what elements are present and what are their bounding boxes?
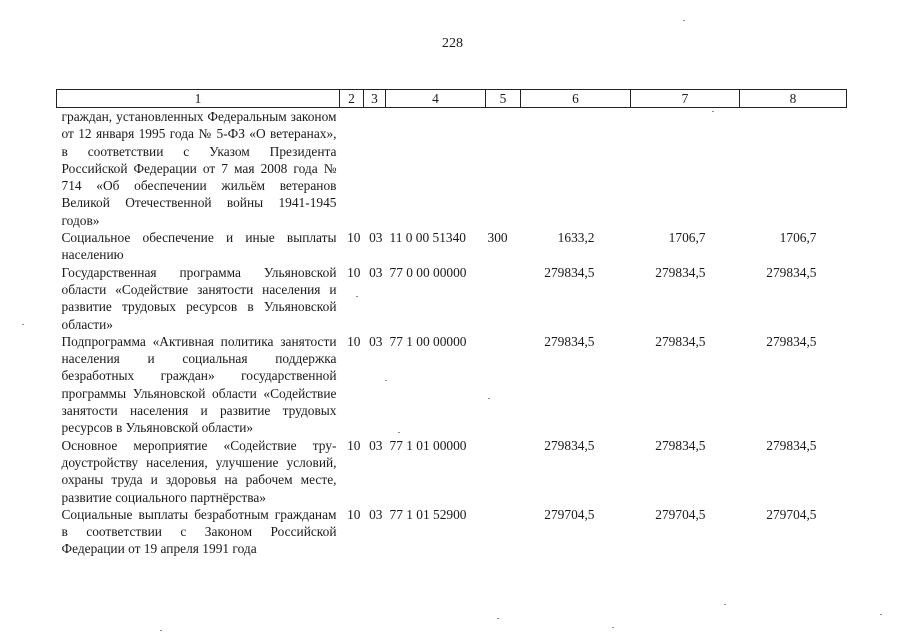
column-header-1: 1 <box>57 90 340 108</box>
table-row <box>57 229 847 264</box>
amount-column-7 <box>631 108 740 230</box>
amount-column-8: 279834,5 <box>766 437 817 453</box>
amount-column-6: 279704,5 <box>544 506 595 522</box>
amount-column-6: 279834,5 <box>544 264 595 280</box>
amount-column-8: 279834,5 <box>766 333 817 349</box>
table-row <box>57 437 847 506</box>
expense-type-code <box>486 108 521 230</box>
page-number: 228 <box>442 36 463 51</box>
target-article-code: 77 0 00 00000 <box>389 264 467 280</box>
section-code: 10 <box>347 230 361 246</box>
target-article-code: 77 1 00 00000 <box>389 333 467 349</box>
row-description: Социальные выплаты безработным гражданам в соответствии с Законом Российской Федерации от 19 апреля 1991 года <box>61 506 337 557</box>
section-code: 10 <box>347 437 361 453</box>
amount-column-8: 279834,5 <box>766 264 817 280</box>
expense-type-code: 300 <box>487 230 508 246</box>
amount-column-6 <box>521 108 631 230</box>
column-header-5: 5 <box>486 90 521 108</box>
subsection-code: 03 <box>369 333 383 349</box>
subsection-code: 03 <box>369 437 383 453</box>
budget-table-container <box>56 89 846 558</box>
table-header <box>57 90 847 108</box>
amount-column-6: 279834,5 <box>544 333 595 349</box>
amount-column-8: 1706,7 <box>779 230 817 246</box>
amount-column-6: 1633,2 <box>557 230 595 246</box>
section-code: 10 <box>347 506 361 522</box>
row-description: граждан, установленных Федеральным законом от 12 января 1995 года № 5-ФЗ «О ветеранах», в соответствии с Указом Президента Российской Федерации от 7 мая 2008 года № 714 «Об обеспечении жильём ветеранов Великой Отечественной войны 1941-1945 годов» <box>61 109 337 228</box>
amount-column-7: 1706,7 <box>668 230 706 246</box>
amount-column-8: 279704,5 <box>766 506 817 522</box>
column-header-7: 7 <box>631 90 740 108</box>
column-header-8: 8 <box>740 90 847 108</box>
target-article-code <box>386 108 486 230</box>
row-description: Социальное обеспечение и иные выплаты населению <box>61 230 337 263</box>
subsection-code: 03 <box>369 230 383 246</box>
table-body <box>57 108 847 558</box>
budget-table <box>56 89 847 558</box>
amount-column-6: 279834,5 <box>544 437 595 453</box>
row-description: Государственная программа Ульяновской области «Содействие занятости населения и развитие трудовых ресурсов в Ульяновской области» <box>61 264 337 332</box>
expense-type-code <box>486 437 521 506</box>
table-row <box>57 108 847 230</box>
column-header-2: 2 <box>340 90 364 108</box>
target-article-code: 77 1 01 00000 <box>389 437 467 453</box>
amount-column-7: 279834,5 <box>655 333 706 349</box>
target-article-code: 11 0 00 51340 <box>389 230 466 246</box>
row-description: Основное мероприятие «Содействие трудоустройству населения, улучшение условий, охраны труда и здоровья на рабочем месте, развитие социального партнёрства» <box>61 437 337 505</box>
amount-column-7: 279834,5 <box>655 437 706 453</box>
subsection-code <box>364 108 386 230</box>
amount-column-8 <box>740 108 847 230</box>
target-article-code: 77 1 01 52900 <box>389 506 467 522</box>
column-number-row <box>57 90 847 108</box>
column-header-6: 6 <box>521 90 631 108</box>
amount-column-7: 279704,5 <box>655 506 706 522</box>
table-row <box>57 333 847 437</box>
section-code: 10 <box>347 264 361 280</box>
table-row <box>57 506 847 558</box>
expense-type-code <box>486 264 521 333</box>
subsection-code: 03 <box>369 264 383 280</box>
column-header-3: 3 <box>364 90 386 108</box>
expense-type-code <box>486 333 521 437</box>
row-description: Подпрограмма «Активная политика занятости населения и социальная поддержка безработных граждан» государственной программы Ульяновской области «Содействие занятости населения и развитие трудовых ресурсов в Ульяновской области» <box>61 333 337 436</box>
section-code: 10 <box>347 333 361 349</box>
section-code <box>340 108 364 230</box>
table-row <box>57 264 847 333</box>
expense-type-code <box>486 506 521 558</box>
column-header-4: 4 <box>386 90 486 108</box>
subsection-code: 03 <box>369 506 383 522</box>
amount-column-7: 279834,5 <box>655 264 706 280</box>
